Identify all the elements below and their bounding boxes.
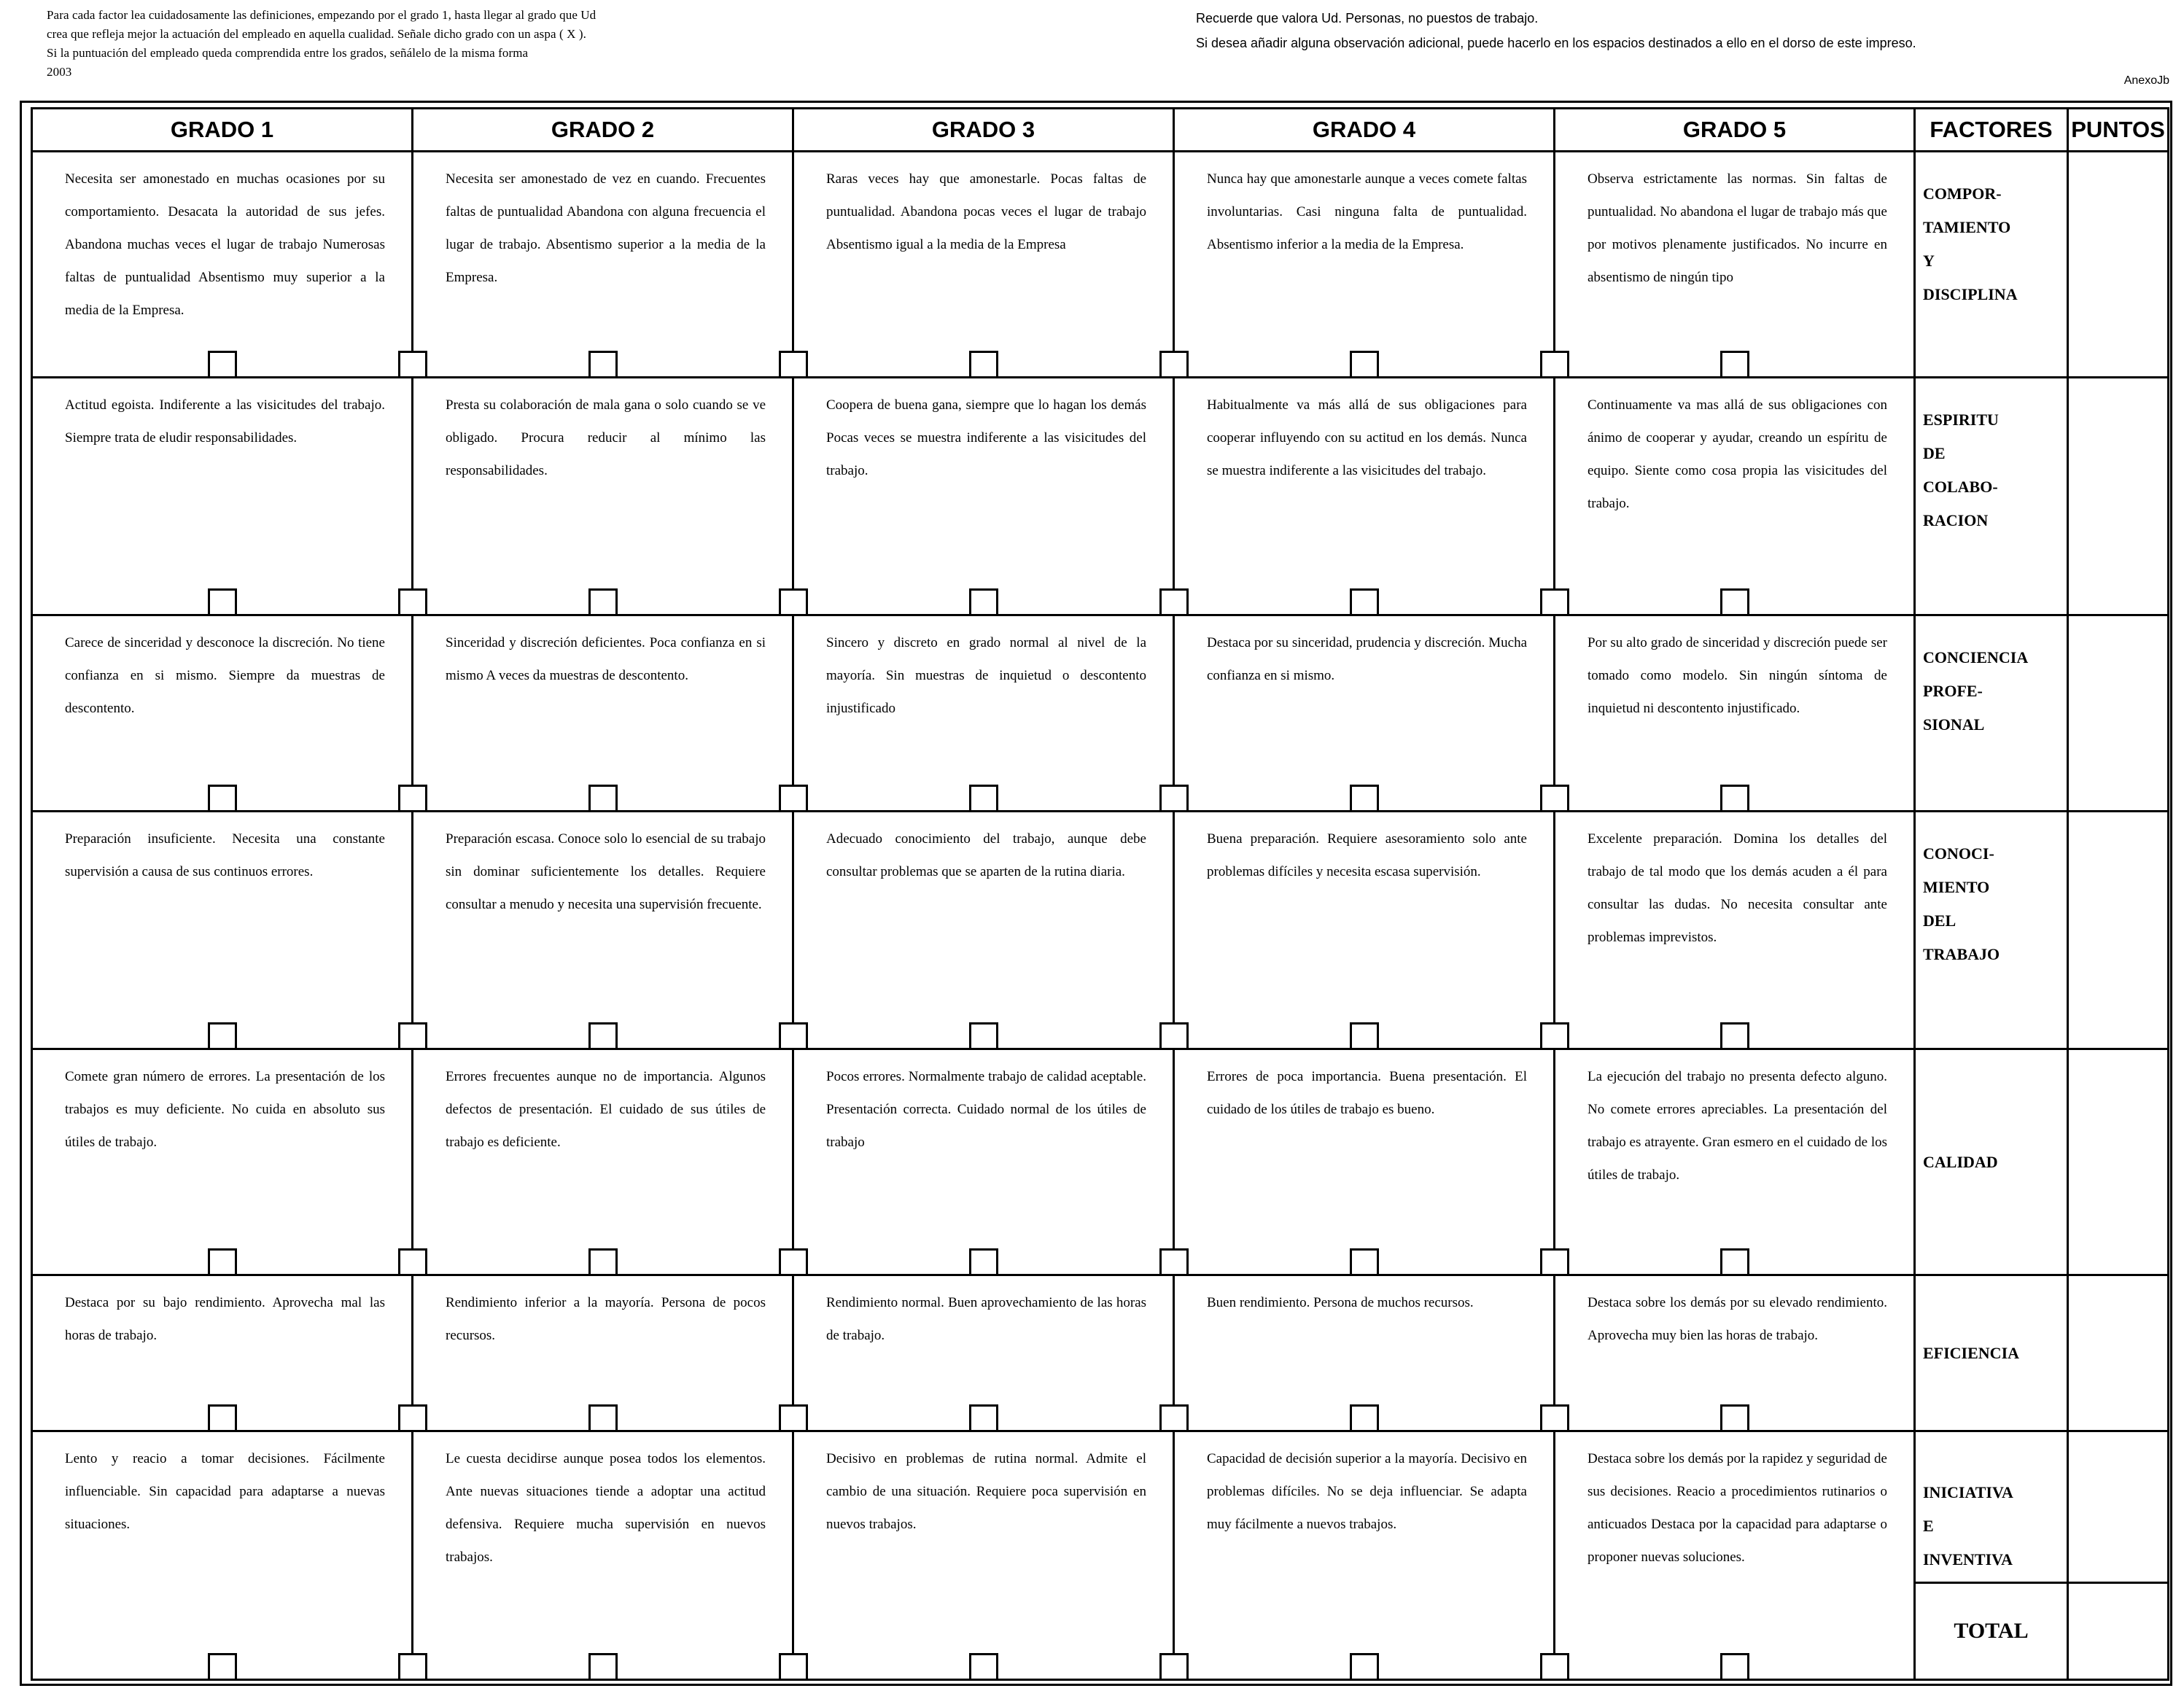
grade-cell bbox=[32, 1431, 413, 1680]
grade-description: Necesita ser amonestado de vez en cuando. Frecuentes faltas de puntualidad Abandona con alguna frecuencia el lugar de trabajo. Absentismo superior a la media de la Empresa. bbox=[446, 171, 766, 285]
grade-cell bbox=[413, 1049, 793, 1275]
grade-cell bbox=[32, 1049, 413, 1275]
grade-checkbox[interactable] bbox=[1720, 1022, 1749, 1050]
grade-checkbox[interactable] bbox=[208, 1404, 237, 1432]
grade-cell bbox=[1555, 812, 1915, 1049]
factor-name-line: E bbox=[1923, 1517, 1934, 1536]
factor-name-line: EFICIENCIA bbox=[1923, 1343, 2020, 1362]
grade-cell bbox=[413, 152, 793, 378]
grade-cell bbox=[32, 152, 413, 378]
factor-cell bbox=[1915, 152, 2068, 378]
puntos-cell[interactable] bbox=[2068, 1275, 2169, 1431]
grade-checkbox[interactable] bbox=[969, 1248, 998, 1276]
grade-cell bbox=[1555, 1275, 1915, 1431]
col-header-grado-3: GRADO 3 bbox=[793, 109, 1174, 152]
grade-cell bbox=[413, 615, 793, 812]
instruction-line: Si la puntuación del empleado queda comprendida entre los grados, señálelo de la misma forma bbox=[47, 46, 529, 60]
factor-name-line: COMPOR- bbox=[1923, 184, 2002, 203]
grade-checkbox[interactable] bbox=[208, 1022, 237, 1050]
factor-cell bbox=[1915, 1431, 2068, 1680]
grade-checkbox[interactable] bbox=[208, 785, 237, 812]
grade-description: Presta su colaboración de mala gana o solo cuando se ve obligado. Procura reducir al mínimo las responsabilidades. bbox=[446, 397, 766, 478]
grade-description: Habitualmente va más allá de sus obligaciones para cooperar influyendo con su actitud en los demás. Nunca se muestra indiferente a las visicitudes del trabajo. bbox=[1207, 397, 1527, 478]
grade-description: Preparación escasa. Conoce solo lo esencial de su trabajo sin dominar suficientemente los detalles. Requiere consultar a menudo y necesita una supervisión frecuente. bbox=[446, 831, 766, 913]
grade-description: Destaca por su bajo rendimiento. Aprovecha mal las horas de trabajo. bbox=[65, 1295, 385, 1344]
factor-name-line: INICIATIVA bbox=[1923, 1483, 2013, 1502]
factor-cell bbox=[1915, 812, 2068, 1049]
grade-checkbox[interactable] bbox=[588, 588, 618, 616]
grade-cell bbox=[32, 377, 413, 615]
factor-row bbox=[32, 812, 2169, 1049]
grade-description: Errores frecuentes aunque no de importancia. Algunos defectos de presentación. El cuidado de sus útiles de trabajo es deficiente. bbox=[446, 1069, 766, 1151]
factor-name-line: CONOCI- bbox=[1923, 844, 1994, 863]
grade-description: Pocos errores. Normalmente trabajo de calidad aceptable. Presentación correcta. Cuidado normal de los útiles de trabajo bbox=[826, 1069, 1146, 1151]
grade-checkbox[interactable] bbox=[969, 1404, 998, 1432]
grade-cell bbox=[1174, 1275, 1555, 1431]
grade-description: Rendimiento normal. Buen aprovechamiento de las horas de trabajo. bbox=[826, 1295, 1146, 1344]
grade-checkbox[interactable] bbox=[969, 351, 998, 378]
factor-name-line: DISCIPLINA bbox=[1923, 285, 2018, 303]
grade-checkbox[interactable] bbox=[208, 588, 237, 616]
grade-checkbox[interactable] bbox=[1720, 1404, 1749, 1432]
grade-cell bbox=[32, 615, 413, 812]
grade-cell bbox=[1555, 152, 1915, 378]
grade-cell bbox=[1174, 615, 1555, 812]
annex-label: AnexoJb bbox=[2123, 74, 2169, 87]
grade-checkbox[interactable] bbox=[588, 785, 618, 812]
grade-description: Buena preparación. Requiere asesoramiento solo ante problemas difíciles y necesita escasa supervisión. bbox=[1207, 831, 1527, 880]
grade-checkbox[interactable] bbox=[208, 1248, 237, 1276]
grade-cell bbox=[413, 1275, 793, 1431]
grade-description: Actitud egoista. Indiferente a las visicitudes del trabajo. Siempre trata de eludir responsabilidades. bbox=[65, 397, 385, 446]
factor-row bbox=[32, 152, 2169, 378]
instruction-line: Recuerde que valora Ud. Personas, no puestos de trabajo. bbox=[1196, 11, 1539, 26]
grade-description: Capacidad de decisión superior a la mayoría. Decisivo en problemas difíciles. No se deja influenciar. Se adapta muy fácilmente a nuevos trabajos. bbox=[1207, 1451, 1527, 1533]
grade-cell bbox=[1174, 1049, 1555, 1275]
grade-cell bbox=[1174, 812, 1555, 1049]
grade-cell bbox=[1555, 377, 1915, 615]
factor-cell bbox=[1915, 1049, 2068, 1275]
grade-cell bbox=[793, 1275, 1174, 1431]
factor-name-line: MIENTO bbox=[1923, 878, 1990, 897]
grade-cell bbox=[1555, 1049, 1915, 1275]
grade-cell bbox=[413, 812, 793, 1049]
total-points-field[interactable] bbox=[2069, 1584, 2167, 1679]
puntos-cell[interactable] bbox=[2068, 1431, 2169, 1680]
factor-name-line: CONCIENCIA bbox=[1923, 648, 2029, 667]
grade-cell bbox=[413, 377, 793, 615]
grade-checkbox[interactable] bbox=[588, 1404, 618, 1432]
factor-name-line: ESPIRITU bbox=[1923, 410, 1999, 429]
instruction-line: Si desea añadir alguna observación adicional, puede hacerlo en los espacios destinados a ello en el dorso de este impreso. bbox=[1196, 36, 1916, 50]
grade-description: Carece de sinceridad y desconoce la discreción. No tiene confianza en si mismo. Siempre da muestras de descontento. bbox=[65, 635, 385, 717]
grade-cell bbox=[32, 1275, 413, 1431]
grade-description: Nunca hay que amonestarle aunque a veces comete faltas involuntarias. Casi ninguna falta de puntualidad. Absentismo inferior a la media de la Empresa. bbox=[1207, 171, 1527, 252]
grade-description: La ejecución del trabajo no presenta defecto alguno. No comete errores apreciables. La presentación del trabajo es atrayente. Gran esmero en el cuidado de los útiles de trabajo. bbox=[1588, 1069, 1887, 1183]
grade-cell bbox=[793, 615, 1174, 812]
puntos-cell[interactable] bbox=[2068, 812, 2169, 1049]
col-header-grado-5: GRADO 5 bbox=[1555, 109, 1915, 152]
factor-row bbox=[32, 615, 2169, 812]
grade-description: Adecuado conocimiento del trabajo, aunque debe consultar problemas que se aparten de la rutina diaria. bbox=[826, 831, 1146, 880]
grade-description: Sinceridad y discreción deficientes. Poca confianza en si mismo A veces da muestras de descontento. bbox=[446, 635, 766, 684]
grade-checkbox[interactable] bbox=[1350, 351, 1379, 378]
grade-checkbox[interactable] bbox=[588, 1022, 618, 1050]
grade-cell bbox=[793, 1049, 1174, 1275]
grade-cell bbox=[793, 1431, 1174, 1680]
factor-name-line: DE bbox=[1923, 443, 1946, 462]
factor-name-line: TRABAJO bbox=[1923, 945, 2000, 964]
grade-cell bbox=[1174, 1431, 1555, 1680]
grade-checkbox[interactable] bbox=[1350, 1248, 1379, 1276]
factor-name-line: TAMIENTO bbox=[1923, 218, 2011, 236]
col-header-grado-1: GRADO 1 bbox=[32, 109, 413, 152]
grade-checkbox[interactable] bbox=[1350, 1404, 1379, 1432]
grade-checkbox[interactable] bbox=[1350, 785, 1379, 812]
grade-cell bbox=[1555, 615, 1915, 812]
grade-description: Coopera de buena gana, siempre que lo hagan los demás Pocas veces se muestra indiferente a las visicitudes del trabajo. bbox=[826, 397, 1146, 478]
grade-checkbox[interactable] bbox=[1720, 351, 1749, 378]
grade-checkbox[interactable] bbox=[1350, 1022, 1379, 1050]
instruction-line: crea que refleja mejor la actuación del empleado en aquella cualidad. Señale dicho grado con un aspa ( X ). bbox=[47, 27, 586, 41]
factor-name-line: COLABO- bbox=[1923, 477, 1998, 496]
grade-cell bbox=[1174, 152, 1555, 378]
puntos-cell[interactable] bbox=[2068, 152, 2169, 378]
grade-description: Destaca por su sinceridad, prudencia y discreción. Mucha confianza en si mismo. bbox=[1207, 635, 1527, 684]
grade-cell bbox=[793, 152, 1174, 378]
grade-description: Excelente preparación. Domina los detalles del trabajo de tal modo que los demás acuden a él para consultar las dudas. No necesita consultar ante problemas imprevistos. bbox=[1588, 831, 1887, 946]
grade-checkbox[interactable] bbox=[588, 1248, 618, 1276]
evaluation-table bbox=[31, 107, 2169, 1681]
grade-description: Le cuesta decidirse aunque posea todos los elementos. Ante nuevas situaciones tiende a adoptar una actitud defensiva. Requiere mucha supervisión en nuevos trabajos. bbox=[446, 1451, 766, 1566]
grade-checkbox[interactable] bbox=[1350, 1653, 1379, 1681]
grade-checkbox[interactable] bbox=[1720, 785, 1749, 812]
factor-cell bbox=[1915, 1275, 2068, 1431]
grade-checkbox[interactable] bbox=[1350, 588, 1379, 616]
grade-description: Observa estrictamente las normas. Sin faltas de puntualidad. No abandona el lugar de trabajo más que por motivos plenamente justificados. No incurre en absentismo de ningún tipo bbox=[1588, 171, 1887, 285]
col-header-factores: FACTORES bbox=[1915, 109, 2068, 152]
grade-description: Lento y reacio a tomar decisiones. Fácilmente influenciable. Sin capacidad para adaptarse a nuevas situaciones. bbox=[65, 1451, 385, 1533]
col-header-puntos: PUNTOS bbox=[2068, 109, 2169, 152]
grade-checkbox[interactable] bbox=[1720, 1248, 1749, 1276]
grade-description: Raras veces hay que amonestarle. Pocas faltas de puntualidad. Abandona pocas veces el lugar de trabajo Absentismo igual a la media de la Empresa bbox=[826, 171, 1146, 252]
grade-cell bbox=[32, 812, 413, 1049]
grade-cell bbox=[413, 1431, 793, 1680]
grade-checkbox[interactable] bbox=[208, 351, 237, 378]
total-label: TOTAL bbox=[1954, 1619, 2029, 1643]
instruction-line: Para cada factor lea cuidadosamente las definiciones, empezando por el grado 1, hasta llegar al grado que Ud bbox=[47, 8, 596, 22]
factor-cell bbox=[1915, 615, 2068, 812]
grade-cell bbox=[1555, 1431, 1915, 1680]
factor-row bbox=[32, 1431, 2169, 1680]
grade-checkbox[interactable] bbox=[588, 1653, 618, 1681]
instructions-left bbox=[47, 6, 995, 82]
grade-checkbox[interactable] bbox=[1720, 1653, 1749, 1681]
grade-description: Rendimiento inferior a la mayoría. Persona de pocos recursos. bbox=[446, 1295, 766, 1344]
grade-checkbox[interactable] bbox=[969, 785, 998, 812]
grade-description: Necesita ser amonestado en muchas ocasiones por su comportamiento. Desacata la autoridad de sus jefes. Abandona muchas veces el lugar de trabajo Numerosas faltas de puntualidad Absentismo muy superior a la media de la Empresa. bbox=[65, 171, 385, 318]
grade-description: Por su alto grado de sinceridad y discreción puede ser tomado como modelo. Sin ningún síntoma de inquietud ni descontento injustificado. bbox=[1588, 635, 1887, 717]
factor-name-line: PROFE- bbox=[1923, 682, 1983, 701]
grade-description: Destaca sobre los demás por la rapidez y seguridad de sus decisiones. Reacio a procedimientos rutinarios o anticuados Destaca por la capacidad para adaptarse o proponer nuevas soluciones. bbox=[1588, 1451, 1887, 1566]
grade-description: Preparación insuficiente. Necesita una constante supervisión a causa de sus continuos errores. bbox=[65, 831, 385, 880]
puntos-cell[interactable] bbox=[2068, 615, 2169, 812]
grade-checkbox[interactable] bbox=[208, 1653, 237, 1681]
grade-description: Decisivo en problemas de rutina normal. Admite el cambio de una situación. Requiere poca supervisión en nuevos trabajos. bbox=[826, 1451, 1146, 1533]
grade-cell bbox=[793, 812, 1174, 1049]
grade-checkbox[interactable] bbox=[588, 351, 618, 378]
puntos-cell[interactable] bbox=[2068, 1049, 2169, 1275]
factor-row bbox=[32, 1049, 2169, 1275]
grade-checkbox[interactable] bbox=[969, 1022, 998, 1050]
grade-cell bbox=[793, 377, 1174, 615]
factor-name-line: INVENTIVA bbox=[1923, 1550, 2013, 1569]
grade-description: Comete gran número de errores. La presentación de los trabajos es muy deficiente. No cuida en absoluto sus útiles de trabajo. bbox=[65, 1069, 385, 1151]
grade-checkbox[interactable] bbox=[969, 588, 998, 616]
grade-description: Continuamente va mas allá de sus obligaciones con ánimo de cooperar y ayudar, creando un espíritu de equipo. Siente como cosa propia las visicitudes del trabajo. bbox=[1588, 397, 1887, 511]
grade-description: Errores de poca importancia. Buena presentación. El cuidado de los útiles de trabajo es bueno. bbox=[1207, 1069, 1527, 1118]
grade-description: Destaca sobre los demás por su elevado rendimiento. Aprovecha muy bien las horas de trabajo. bbox=[1588, 1295, 1887, 1344]
col-header-grado-4: GRADO 4 bbox=[1174, 109, 1555, 152]
factor-name-line: RACION bbox=[1923, 510, 1989, 529]
factor-row bbox=[32, 377, 2169, 615]
grade-checkbox[interactable] bbox=[969, 1653, 998, 1681]
factor-name-line: Y bbox=[1923, 252, 1935, 270]
factor-name-line: DEL bbox=[1923, 911, 1956, 930]
grade-cell bbox=[1174, 377, 1555, 615]
grade-description: Sincero y discreto en grado normal al nivel de la mayoría. Sin muestras de inquietud o descontento injustificado bbox=[826, 635, 1146, 717]
factor-cell bbox=[1915, 377, 2068, 615]
grade-description: Buen rendimiento. Persona de muchos recursos. bbox=[1207, 1295, 1474, 1311]
factor-name-line: SIONAL bbox=[1923, 715, 1985, 734]
factor-row bbox=[32, 1275, 2169, 1431]
instructions-right bbox=[1196, 6, 2173, 55]
factor-name-line: CALIDAD bbox=[1923, 1152, 1998, 1171]
puntos-cell[interactable] bbox=[2068, 377, 2169, 615]
year-label: 2003 bbox=[47, 65, 72, 79]
grade-checkbox[interactable] bbox=[1720, 588, 1749, 616]
col-header-grado-2: GRADO 2 bbox=[413, 109, 793, 152]
